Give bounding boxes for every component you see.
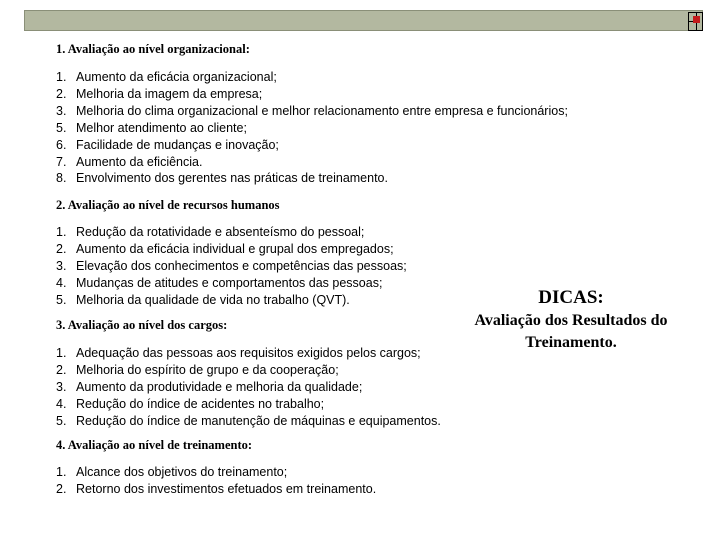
section-4-heading: 4. Avaliação ao nível de treinamento: (56, 438, 253, 452)
list-item: 4. Mudanças de atitudes e comportamentos das pessoas; (56, 275, 383, 290)
list-item: 6. Facilidade de mudanças e inovação; (56, 137, 279, 152)
dicas-callout (460, 286, 682, 354)
dicas-title: DICAS: (538, 287, 604, 308)
section-1-list (56, 69, 568, 187)
red-square-icon (693, 16, 700, 23)
dicas-line-2: Treinamento. (525, 334, 617, 351)
dicas-line-1: Avaliação dos Resultados do (474, 312, 668, 329)
list-item: 8. Envolvimento dos gerentes nas práticas de treinamento. (56, 171, 388, 186)
list-item: 3. Melhoria do clima organizacional e melhor relacionamento entre empresa e funcionários; (56, 103, 568, 118)
list-item: 3. Aumento da produtividade e melhoria da qualidade; (56, 379, 363, 394)
list-item: 2. Melhoria da imagem da empresa; (56, 86, 263, 101)
list-item: 5. Redução do índice de manutenção de máquinas e equipamentos. (56, 413, 441, 428)
list-item: 2. Retorno dos investimentos efetuados em treinamento. (56, 481, 377, 496)
title-bar (24, 10, 703, 31)
list-item: 1. Alcance dos objetivos do treinamento; (56, 465, 288, 479)
section-2-heading: 2. Avaliação ao nível de recursos humanos (56, 198, 280, 212)
list-item: 1. Aumento da eficácia organizacional; (56, 70, 277, 84)
list-item: 4. Redução do índice de acidentes no trabalho; (56, 396, 325, 411)
list-item: 5. Melhor atendimento ao cliente; (56, 120, 247, 135)
list-item: 1. Adequação das pessoas aos requisitos exigidos pelos cargos; (56, 346, 421, 360)
list-item: 2. Aumento da eficácia individual e grupal dos empregados; (56, 241, 394, 256)
section-3-list (56, 345, 441, 430)
list-item: 3. Elevação dos conhecimentos e competências das pessoas; (56, 258, 407, 273)
section-1-heading: 1. Avaliação ao nível organizacional: (56, 42, 250, 56)
list-item: 7. Aumento da eficiência. (56, 154, 203, 169)
section-4-list (56, 464, 376, 498)
list-item: 5. Melhoria da qualidade de vida no trabalho (QVT). (56, 292, 350, 307)
section-3-heading: 3. Avaliação ao nível dos cargos: (56, 318, 228, 332)
list-item: 1. Redução da rotatividade e absenteísmo do pessoal; (56, 225, 365, 239)
section-2-list (56, 224, 407, 309)
list-item: 2. Melhoria do espírito de grupo e da cooperação; (56, 362, 339, 377)
